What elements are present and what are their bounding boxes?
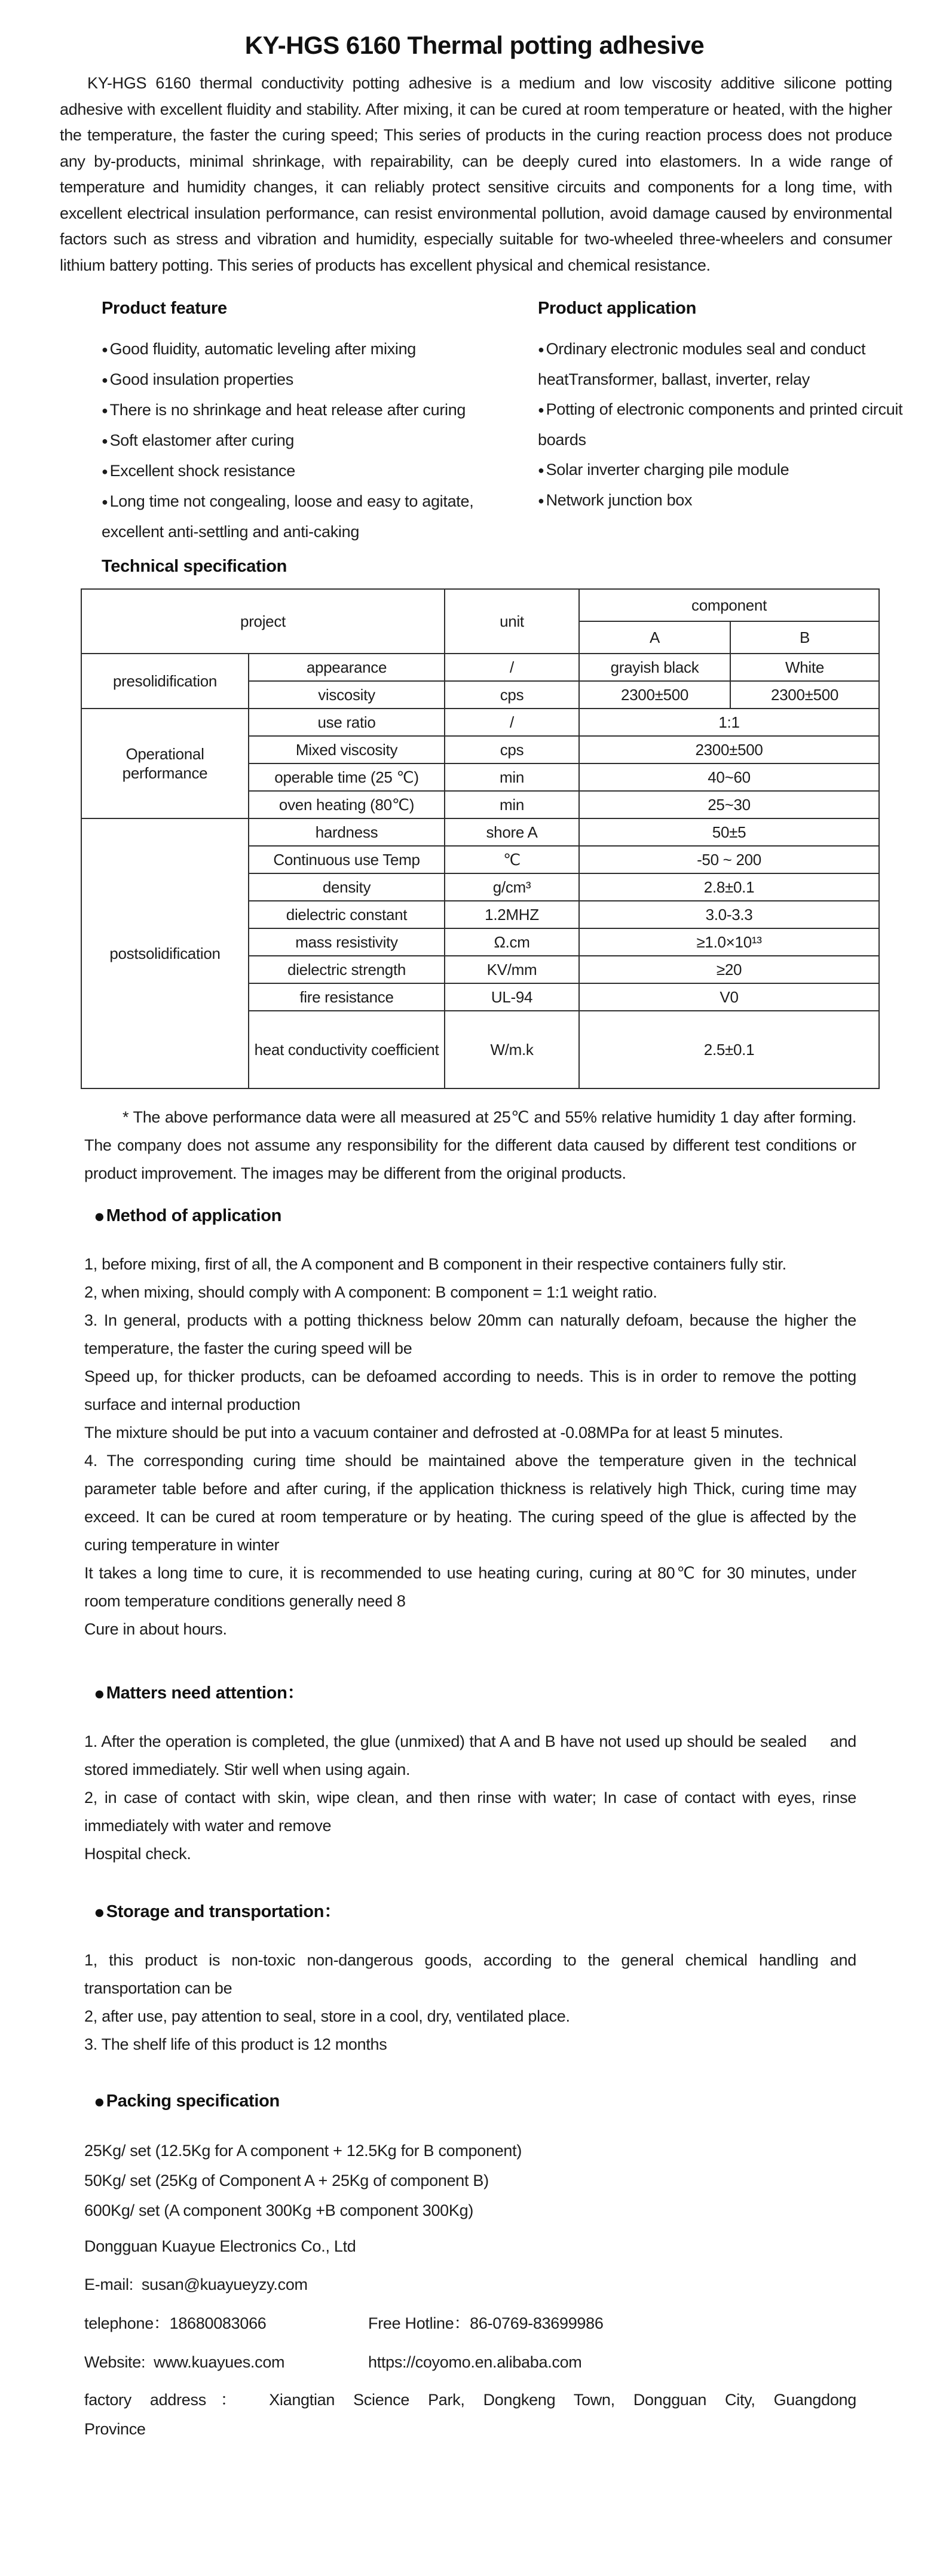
method-of-application-section — [84, 1250, 856, 1643]
website-value: www.kuayues.com — [154, 2353, 285, 2371]
bullet-icon: ● — [538, 495, 544, 507]
spec-value: ≥1.0×10¹³ — [579, 928, 879, 956]
spec-unit: g/cm³ — [445, 873, 579, 901]
method-paragraph: 4. The corresponding curing time should be maintained above the temperature given in the technical parameter table before and after curing, if the application thickness is relatively high Thick, curing time may exceed. It can be cured at room temperature or by heating. The curing speed of the glue is affected by the curing temperature in winter — [84, 1452, 856, 1554]
email-row — [84, 2271, 949, 2299]
technical-specification-heading: Technical specification — [102, 557, 287, 576]
feature-item-text: Soft elastomer after curing — [109, 431, 295, 449]
bullet-icon: ● — [102, 465, 108, 477]
table-row — [81, 709, 879, 736]
spec-value: 1:1 — [579, 709, 879, 736]
packing-specification-heading — [94, 2090, 949, 2113]
spec-unit: 1.2MHZ — [445, 901, 579, 928]
feature-item-text: Long time not congealing, loose and easy to agitate, excellent anti-settling and anti-caking — [102, 492, 474, 541]
spec-item: dielectric strength — [249, 956, 445, 983]
hotline-cell — [368, 2310, 604, 2338]
storage-transportation-section — [84, 1946, 856, 2059]
packing-specification-list — [84, 2136, 949, 2225]
application-item — [538, 455, 916, 485]
spec-unit: UL-94 — [445, 983, 579, 1011]
spec-unit: / — [445, 654, 579, 681]
table-row — [81, 818, 879, 846]
telephone-cell — [84, 2310, 368, 2338]
matters-need-attention-heading — [94, 1682, 949, 1705]
table-row — [81, 654, 879, 681]
feature-item — [102, 334, 517, 364]
telephone-value: 18680083066 — [169, 2314, 267, 2332]
col-header-component: component — [579, 589, 879, 621]
method-paragraph: It takes a long time to cure, it is recommended to use heating curing, curing at 80℃ for 30 minutes, under room temperature conditions generally need 8 — [84, 1564, 856, 1610]
feature-item-text: There is no shrinkage and heat release after curing — [109, 401, 466, 419]
section-heading-text: Method of application — [106, 1206, 282, 1225]
group-operational-performance: Operational performance — [81, 709, 249, 818]
section-heading-text: Packing specification — [106, 2092, 280, 2111]
spec-item: operable time (25 ℃) — [249, 763, 445, 791]
method-paragraph: 3. In general, products with a potting thickness below 20mm can naturally defoam, because the higher the temperature, the faster the curing speed will be — [84, 1311, 856, 1357]
section-heading-text: Storage and transportation： — [106, 1902, 341, 1921]
datasheet-page — [0, 31, 949, 2576]
section-bullet-icon: ● — [94, 1683, 105, 1704]
bullet-icon: ● — [102, 374, 108, 386]
intro-paragraph: KY-HGS 6160 thermal conductivity potting adhesive is a medium and low viscosity additive silicone potting adhesive with excellent fluidity and stability. After mixing, it can be cured at room temperature or heated, with the higher the temperature, the faster the curing speed; This series of products in the curing reaction process does not produce any by-products, minimal shrinkage, with repairability, can be deeply cured into elastomers. In a wide range of temperature and humidity changes, it can reliably protect sensitive circuits and components for a long time, with excellent electrical insulation performance, can resist environmental pollution, avoid damage caused by environmental factors such as stress and vibration and humidity, especially suitable for two-wheeled three-wheelers and consumer lithium battery potting. This series of products has excellent physical and chemical resistance. — [60, 74, 892, 274]
bullet-icon: ● — [102, 435, 108, 447]
spec-value: -50 ~ 200 — [579, 846, 879, 873]
col-header-unit: unit — [445, 589, 579, 654]
storage-paragraph: 1, this product is non-toxic non-dangerous goods, according to the general chemical handling and transportation can be — [84, 1951, 856, 1997]
spec-item: hardness — [249, 818, 445, 846]
method-of-application-heading — [94, 1204, 949, 1228]
application-item-text: Potting of electronic components and printed circuit boards — [538, 400, 903, 449]
spec-item: oven heating (80℃) — [249, 791, 445, 818]
feature-application-section — [0, 299, 949, 546]
feature-item — [102, 486, 517, 547]
spec-value: 3.0-3.3 — [579, 901, 879, 928]
website-cell — [84, 2348, 368, 2376]
spec-value: 2300±500 — [579, 736, 879, 763]
section-bullet-icon: ● — [94, 1206, 105, 1226]
factory-address-line1: factory address： Xiangtian Science Park, Dongkeng Town, Dongguan City, Guangdong — [84, 2391, 856, 2409]
product-application-list — [538, 334, 916, 516]
email-value: susan@kuayueyzy.com — [141, 2276, 308, 2293]
product-feature-heading: Product feature — [102, 299, 227, 318]
matters-need-attention-section — [84, 1728, 856, 1868]
spec-item: Continuous use Temp — [249, 846, 445, 873]
hotline-value: 86-0769-83699986 — [470, 2314, 604, 2332]
product-application-heading: Product application — [538, 299, 696, 318]
spec-value-a: grayish black — [579, 654, 730, 681]
col-header-project: project — [81, 589, 445, 654]
feature-item-text: Good fluidity, automatic leveling after mixing — [109, 340, 417, 358]
method-paragraph: Cure in about hours. — [84, 1620, 227, 1638]
phone-row — [84, 2310, 949, 2338]
feature-item — [102, 425, 517, 456]
packing-line: 25Kg/ set (12.5Kg for A component + 12.5Kg for B component) — [84, 2142, 522, 2160]
spec-unit: ℃ — [445, 846, 579, 873]
storage-transportation-heading — [94, 1900, 949, 1924]
section-bullet-icon: ● — [94, 1902, 105, 1922]
group-postsolidification: postsolidification — [81, 818, 249, 1088]
website-alibaba-url: https://coyomo.en.alibaba.com — [368, 2353, 582, 2371]
group-presolidification: presolidification — [81, 654, 249, 709]
packing-line: 600Kg/ set (A component 300Kg +B component 300Kg) — [84, 2201, 474, 2219]
performance-note: * The above performance data were all measured at 25℃ and 55% relative humidity 1 day after forming. The company does not assume any responsibility for the different data caused by different test conditions or product improvement. The images may be different from the original products. — [84, 1108, 856, 1182]
application-item — [538, 485, 916, 516]
spec-unit: Ω.cm — [445, 928, 579, 956]
attention-paragraph: Hospital check. — [84, 1845, 191, 1863]
spec-value: 2.8±0.1 — [579, 873, 879, 901]
bullet-icon: ● — [102, 344, 108, 355]
method-paragraph: The mixture should be put into a vacuum container and defrosted at -0.08MPa for at least 5 minutes. — [84, 1424, 783, 1442]
feature-item — [102, 456, 517, 486]
product-feature-column — [102, 299, 517, 547]
spec-unit: KV/mm — [445, 956, 579, 983]
col-header-component-a: A — [579, 621, 730, 654]
spec-item: Mixed viscosity — [249, 736, 445, 763]
factory-address-line2: Province — [84, 2420, 146, 2438]
application-item-text: Ordinary electronic modules seal and conduct heatTransformer, ballast, inverter, relay — [538, 340, 866, 388]
attention-paragraph: 2, in case of contact with skin, wipe clean, and then rinse with water; In case of contact with eyes, rinse immediately with water and remove — [84, 1789, 856, 1835]
website-label: Website: — [84, 2353, 146, 2371]
spec-value: 2.5±0.1 — [579, 1011, 879, 1088]
application-item-text: Network junction box — [546, 491, 693, 509]
spec-unit: cps — [445, 681, 579, 709]
company-name: Dongguan Kuayue Electronics Co., Ltd — [84, 2237, 356, 2255]
storage-paragraph: 2, after use, pay attention to seal, store in a cool, dry, ventilated place. — [84, 2007, 570, 2025]
attention-paragraph: 1. After the operation is completed, the glue (unmixed) that A and B have not used up should be sealed and stored immediately. Stir well when using again. — [84, 1732, 856, 1778]
spec-value: 40~60 — [579, 763, 879, 791]
product-application-column — [538, 299, 916, 516]
spec-unit: min — [445, 763, 579, 791]
bullet-icon: ● — [538, 464, 544, 476]
spec-value-b: 2300±500 — [730, 681, 879, 709]
feature-item-text: Excellent shock resistance — [109, 462, 295, 480]
spec-unit: cps — [445, 736, 579, 763]
feature-item-text: Good insulation properties — [109, 370, 293, 388]
spec-unit: shore A — [445, 818, 579, 846]
feature-item — [102, 364, 517, 395]
table-header-row — [81, 589, 879, 621]
contact-block — [84, 2232, 949, 2376]
method-paragraph: 2, when mixing, should comply with A component: B component = 1:1 weight ratio. — [84, 1283, 657, 1301]
product-feature-list — [102, 334, 517, 547]
website-row — [84, 2348, 949, 2376]
email-label: E-mail: — [84, 2276, 133, 2293]
packing-line: 50Kg/ set (25Kg of Component A + 25Kg of component B) — [84, 2172, 489, 2189]
bullet-icon: ● — [102, 496, 108, 508]
spec-item: use ratio — [249, 709, 445, 736]
col-header-component-b: B — [730, 621, 879, 654]
spec-unit: W/m.k — [445, 1011, 579, 1088]
page-title: KY-HGS 6160 Thermal potting adhesive — [244, 31, 705, 59]
section-bullet-icon: ● — [94, 2091, 105, 2112]
spec-value: ≥20 — [579, 956, 879, 983]
spec-unit: / — [445, 709, 579, 736]
spec-item: heat conductivity coefficient — [249, 1011, 445, 1088]
section-heading-text: Matters need attention： — [106, 1683, 305, 1703]
telephone-label: telephone： — [84, 2314, 170, 2332]
method-paragraph: Speed up, for thicker products, can be defoamed according to needs. This is in order to remove the potting surface and internal production — [84, 1367, 856, 1413]
application-item — [538, 334, 916, 394]
bullet-icon: ● — [538, 404, 544, 416]
method-paragraph: 1, before mixing, first of all, the A component and B component in their respective containers fully stir. — [84, 1255, 786, 1273]
storage-paragraph: 3. The shelf life of this product is 12 months — [84, 2035, 387, 2053]
feature-item — [102, 395, 517, 425]
technical-specification-table — [81, 588, 880, 1089]
spec-item: appearance — [249, 654, 445, 681]
bullet-icon: ● — [102, 404, 108, 416]
factory-address — [84, 2385, 856, 2444]
bullet-icon: ● — [538, 344, 544, 355]
spec-value-b: White — [730, 654, 879, 681]
spec-value: 25~30 — [579, 791, 879, 818]
spec-item: density — [249, 873, 445, 901]
spec-value-a: 2300±500 — [579, 681, 730, 709]
spec-unit: min — [445, 791, 579, 818]
application-item-text: Solar inverter charging pile module — [546, 461, 789, 479]
spec-value: 50±5 — [579, 818, 879, 846]
spec-value: V0 — [579, 983, 879, 1011]
spec-item: viscosity — [249, 681, 445, 709]
spec-item: mass resistivity — [249, 928, 445, 956]
hotline-label: Free Hotline： — [368, 2314, 470, 2332]
spec-item: dielectric constant — [249, 901, 445, 928]
application-item — [538, 394, 916, 455]
spec-item: fire resistance — [249, 983, 445, 1011]
